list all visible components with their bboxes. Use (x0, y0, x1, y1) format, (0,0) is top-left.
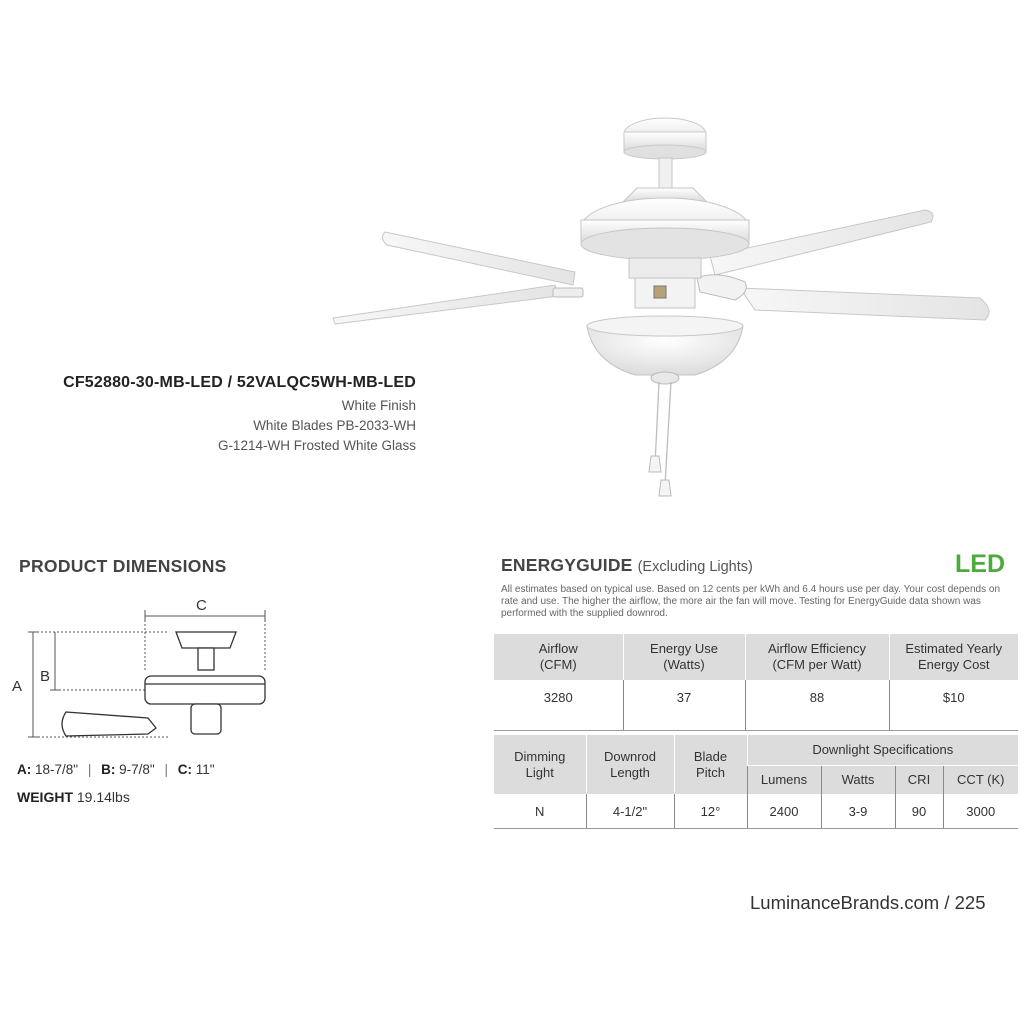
page-number: 225 (954, 892, 986, 913)
value-energy-use: 37 (623, 680, 745, 731)
dimension-diagram (8, 592, 273, 744)
value-yearly-cost: $10 (889, 680, 1018, 731)
product-model: CF52880-30-MB-LED / 52VALQC5WH-MB-LED (63, 374, 416, 391)
product-glass: G-1214-WH Frosted White Glass (217, 438, 416, 453)
dim-b-label: B: (101, 762, 116, 777)
dim-a-label: A: (17, 762, 32, 777)
energyguide-title: ENERGYGUIDE (501, 555, 633, 575)
header-energy-use: Energy Use (Watts) (623, 634, 745, 680)
dim-label-a: A (12, 678, 23, 695)
dim-separator: | (164, 762, 169, 777)
value-airflow-efficiency: 88 (745, 680, 889, 731)
value-downrod-length: 4-1/2" (586, 794, 674, 829)
dim-c-label: C: (177, 762, 193, 777)
header-airflow-efficiency: Airflow Efficiency (CFM per Watt) (745, 634, 889, 680)
page-footer (750, 892, 986, 914)
value-airflow: 3280 (494, 680, 623, 731)
value-lumens: 2400 (747, 794, 821, 829)
energyguide-note: All estimates based on typical use. Based on 12 cents per kWh and 6.4 hours use per day. Your cost depends on rate and use. The higher the airflow, the more air the fan will move. Testing for EnergyGuide data shown was performed with the supplied downrod. (501, 584, 1001, 619)
subheader-watts: Watts (821, 766, 895, 795)
energyguide-table (494, 634, 1018, 731)
dim-label-b: B (40, 668, 51, 685)
dim-separator: | (87, 762, 92, 777)
dim-c-value: 11" (195, 762, 215, 777)
dim-label-c: C (196, 597, 207, 614)
ceiling-fan-image (325, 110, 1024, 505)
subheader-cct: CCT (K) (943, 766, 1018, 795)
value-dimming-light: N (494, 794, 586, 829)
header-yearly-cost: Estimated Yearly Energy Cost (889, 634, 1018, 680)
dim-b-value: 9-7/8" (119, 762, 155, 777)
product-blades: White Blades PB-2033-WH (253, 418, 416, 433)
energyguide-subtitle: (Excluding Lights) (637, 559, 753, 575)
value-cct: 3000 (943, 794, 1018, 829)
header-airflow: Airflow (CFM) (494, 634, 623, 680)
value-watts: 3-9 (821, 794, 895, 829)
dim-a-value: 18-7/8" (35, 762, 79, 777)
product-finish: White Finish (341, 398, 416, 413)
header-downrod-length: Downrod Length (586, 735, 674, 794)
value-blade-pitch: 12° (674, 794, 747, 829)
dimension-values (17, 762, 215, 777)
header-downlight-specs: Downlight Specifications (747, 735, 1018, 766)
weight-label: WEIGHT (17, 789, 73, 805)
weight-value: 19.14lbs (76, 789, 130, 805)
footer-separator: / (944, 892, 950, 913)
led-badge: LED (955, 550, 1005, 578)
subheader-lumens: Lumens (747, 766, 821, 795)
dimensions-heading: PRODUCT DIMENSIONS (19, 556, 227, 576)
header-blade-pitch: Blade Pitch (674, 735, 747, 794)
value-cri: 90 (895, 794, 943, 829)
footer-site: LuminanceBrands.com (750, 892, 940, 913)
header-dimming-light: Dimming Light (494, 735, 586, 794)
specifications-table (494, 735, 1018, 829)
weight (17, 789, 130, 805)
energyguide-heading (501, 555, 753, 576)
subheader-cri: CRI (895, 766, 943, 795)
